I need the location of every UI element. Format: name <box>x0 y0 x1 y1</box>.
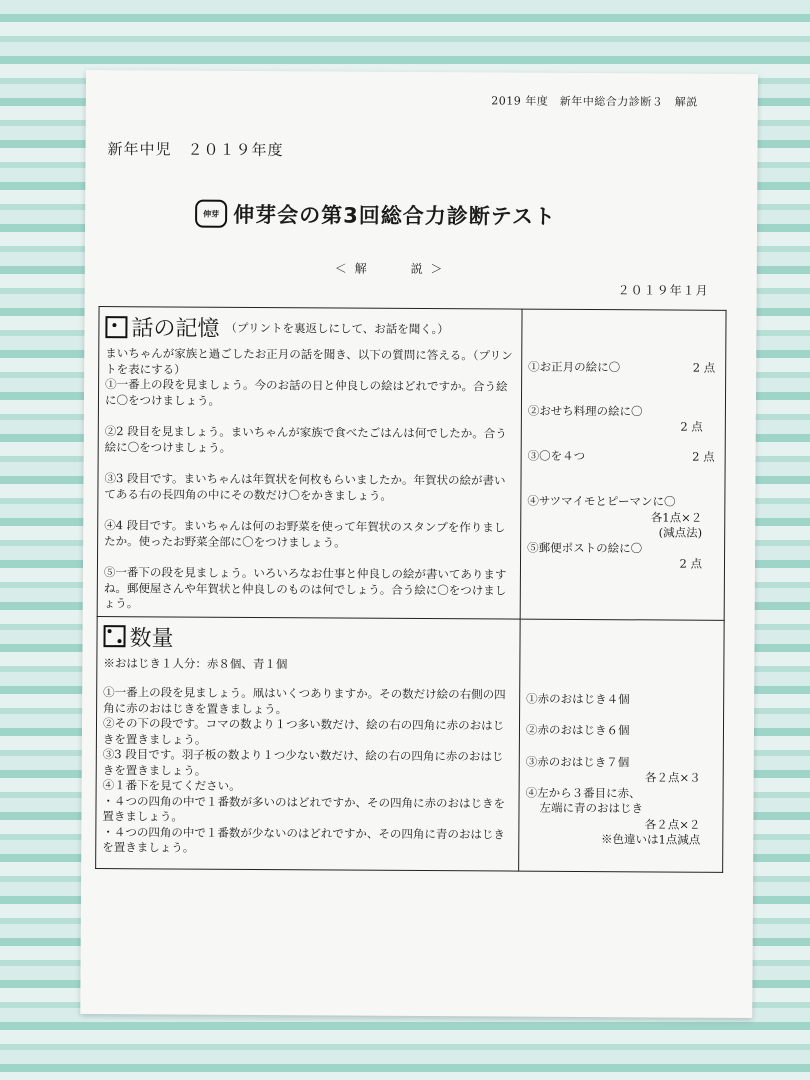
answer-cell <box>520 309 726 620</box>
answer-table <box>95 306 726 872</box>
answer-item <box>527 540 718 557</box>
answer-cell <box>519 619 725 872</box>
answer-points: 2 点 <box>680 419 703 434</box>
answer-points: 各２点×２ <box>644 816 701 832</box>
answer-text: ④サツマイモとピーマンに〇 <box>527 493 676 509</box>
grade-line: 新年中児 ２０１９年度 <box>107 140 284 160</box>
answer-sheet <box>80 70 758 1018</box>
answer-extra: ※色違いは1点減点 <box>600 832 701 847</box>
section-row-memory <box>97 307 726 620</box>
question-text: ③3 段目です。羽子板の数より１つ少ない数だけ、絵の右の四角に赤のおはじきを置きましょう。 <box>102 747 504 778</box>
question-text: ・４つの四角の中で１番数が多いのはどれですか、その四角に赤のおはじきを置きましょう。 <box>102 793 506 824</box>
dice-one-icon <box>105 316 127 338</box>
question-text: ①一番上の段を見ましょう。今のお話の日と仲良しの絵はどれですか。合う絵に〇をつけましょう。 <box>104 377 508 408</box>
answer-item: ②赤のおはじき６個 <box>525 722 630 738</box>
question-text: ⑤一番下の段を見ましょう。いろいろなお仕事と仲良しの絵が書いてありますね。郵便屋さんや年賀状と仲良しのものは何でしょう。合う絵に〇をつけましょう。 <box>103 565 507 611</box>
answer-points: 2 点 <box>692 449 715 464</box>
question-text: ④4 段目です。まいちゃんは何のお野菜を使って年賀状のスタンプを作りましたか。使ったお野菜全部に〇をつけましょう。 <box>104 518 506 550</box>
answer-text: ⑤郵便ポストの絵に〇 <box>527 540 643 555</box>
answer-item <box>528 403 719 420</box>
answer-points: 2 点 <box>679 556 703 571</box>
answer-item <box>528 360 719 377</box>
question-cell <box>97 307 522 619</box>
answer-item: ①赤のおはじき４個 <box>526 691 630 706</box>
dice-two-icon <box>103 625 125 647</box>
answer-points: 各1点×２ <box>650 509 703 525</box>
answer-text: ②おせち料理の絵に〇 <box>527 403 643 418</box>
answer-item: ④左から３番目に赤、 <box>525 785 641 800</box>
answer-points: 各２点×３ <box>645 770 701 785</box>
question-cell <box>96 616 521 871</box>
section-intro: まいちゃんが家族と過ごしたお正月の話を聞き、以下の質問に答える。（プリントを表にする） <box>105 346 513 377</box>
answer-item <box>527 494 718 511</box>
shinga-logo-icon <box>195 200 227 228</box>
page-subtitle: ＜ 解 説 ＞ <box>334 261 445 277</box>
section-note: （プリントを裏返しにして、お話を聞く。） <box>225 320 449 336</box>
answer-points: 2 点 <box>692 360 716 375</box>
answer-text: ①お正月の絵に〇 <box>528 359 621 375</box>
logo-text: 伸芽 <box>203 208 220 219</box>
answer-item: ③赤のおはじき７個 <box>525 754 630 769</box>
question-text: ・４つの四角の中で１番数が少ないのはどれですか、その四角に青のおはじきを置きましょう。 <box>102 824 505 855</box>
document-header-label: 2019 年度 新年中総合力診断３ 解説 <box>491 94 698 109</box>
question-text: ②2 段目を見ましょう。まいちゃんが家族で食べたごはんは何でしたか。合う絵に〇をつけましょう。 <box>104 424 507 455</box>
question-text: ④１番下を見てください。 <box>102 778 241 793</box>
answer-text: ③〇を４つ <box>527 448 586 463</box>
question-text: ②その下の段です。コマの数より１つ多い数だけ、絵の右の四角に赤のおはじきを置きましょう。 <box>102 716 505 747</box>
section-title: 話の記憶 <box>131 316 220 342</box>
answer-extra: (減点法) <box>658 525 703 540</box>
section-row-quantity <box>96 616 725 872</box>
answer-item <box>528 448 719 465</box>
page-title: 伸芽会の第3回総合力診断テスト <box>233 202 556 229</box>
section-intro: ※おはじき１人分：赤８個、青１個 <box>103 655 288 671</box>
title-row <box>195 199 556 231</box>
section-heading <box>105 311 515 345</box>
question-text: ③3 段目です。まいちゃんは年賀状を何枚もらいましたか。年賀状の絵が書いてある右の長四角の中にその数だけ〇をかきましょう。 <box>104 471 506 503</box>
section-heading <box>103 621 513 655</box>
section-title: 数量 <box>129 625 174 651</box>
question-text: ①一番上の段を見ましょう。凧はいくつありますか。その数だけ絵の右側の四角に赤のおはじきを置きましょう。 <box>103 685 506 716</box>
document-date: ２０１９年１月 <box>617 283 709 298</box>
answer-item-line2: 左端に青のおはじき <box>539 800 644 816</box>
